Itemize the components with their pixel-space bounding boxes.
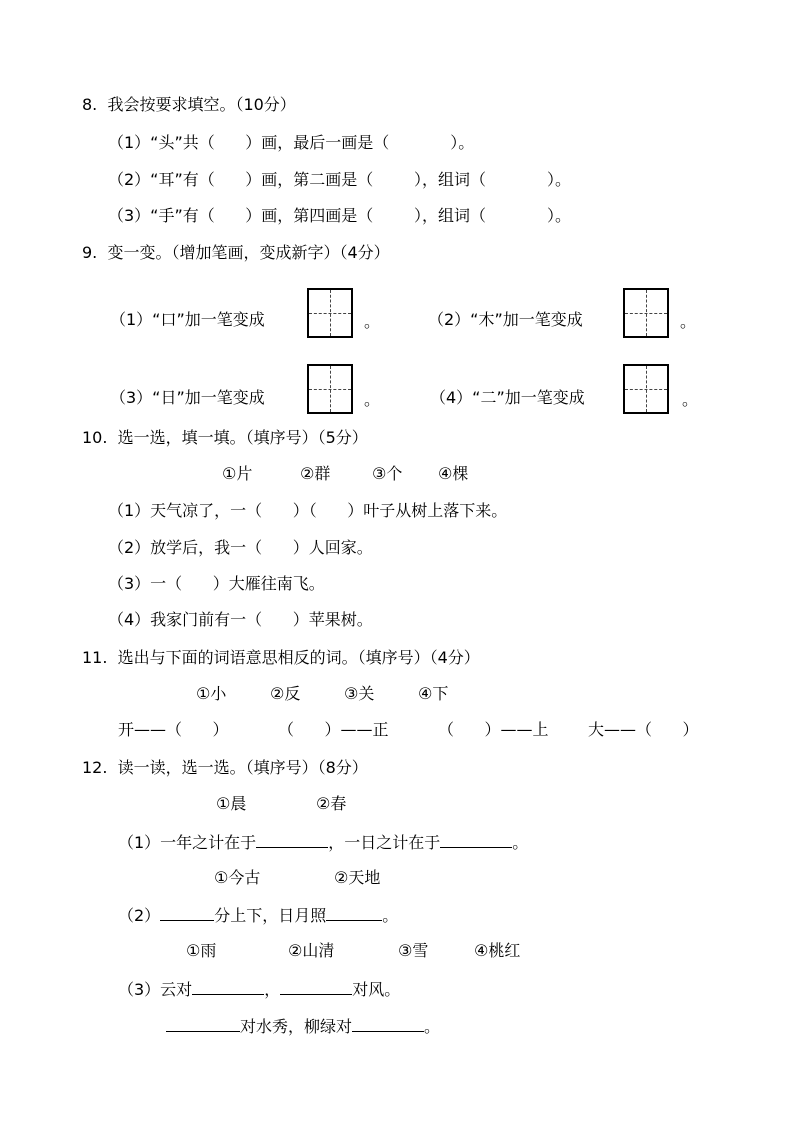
q9-item-4-end: 。 [682,390,699,409]
q11-title: 11. 选出与下面的词语意思相反的词。（填序号）（4分） [82,648,480,667]
q12-line-1: （1）一年之计在于 ，一日之计在于 。 [118,833,529,852]
q10-item-1: （1）天气凉了，一（ ）（ ）叶子从树上落下来。 [108,501,508,520]
q10-option-2: ②群 [300,464,331,483]
q10-item-4: （4）我家门前有一（ ）苹果树。 [108,610,373,629]
q12-option2-2: ②天地 [334,868,381,887]
q11-option-1: ①小 [196,684,227,703]
q9-writing-grid-1[interactable] [307,288,353,338]
q10-item-3: （3）一（ ）大雁往南飞。 [108,574,325,593]
q11-option-2: ②反 [270,684,301,703]
q12-line-4: 对水秀，柳绿对 。 [166,1015,440,1037]
q10-option-1: ①片 [222,464,253,483]
q9-writing-grid-2[interactable] [623,288,669,338]
q9-item-4-prompt: （4）“二”加一笔变成 [430,388,585,407]
q12-blank-4[interactable] [326,904,382,921]
q9-title: 9. 变一变。（增加笔画，变成新字）（4分） [82,243,390,262]
q11-pair-4: 大——（ ） [588,720,699,739]
q9-item-2-end: 。 [680,312,697,331]
q12-blank-1[interactable] [256,831,328,848]
q9-item-3-end: 。 [364,390,381,409]
q12-line-3: （3）云对 ， 对风。 [118,980,401,999]
q12-option3-1: ①雨 [186,941,217,960]
q9-item-1-end: 。 [364,312,381,331]
q11-pair-1: 开——（ ） [118,720,229,739]
q9-item-3-prompt: （3）“日”加一笔变成 [110,388,265,407]
q12-blank-8[interactable] [352,1015,424,1032]
q10-item-2: （2）放学后，我一（ ）人回家。 [108,538,373,557]
q12-title: 12. 读一读，选一选。（填序号）（8分） [82,758,368,777]
q11-pair-3: （ ）——上 [438,720,549,739]
q12-option3-4: ④桃红 [474,941,521,960]
q9-writing-grid-4[interactable] [623,364,669,414]
q12-option1-2: ②春 [316,794,347,813]
q10-option-4: ④棵 [438,464,469,483]
q12-blank-3[interactable] [160,904,214,921]
q12-option2-1: ①今古 [214,868,261,887]
q12-option3-3: ③雪 [398,941,429,960]
q12-blank-6[interactable] [280,978,352,995]
q8-item-2: （2）“耳”有（ ）画，第二画是（ ），组词（ ）。 [108,170,571,189]
q12-blank-7[interactable] [166,1015,240,1032]
q11-option-3: ③关 [344,684,375,703]
q12-line-2: （2） 分上下，日月照 。 [118,906,399,925]
q8-item-1: （1）“头”共（ ）画，最后一画是（ ）。 [108,133,475,152]
q11-option-4: ④下 [418,684,449,703]
q12-option3-2: ②山清 [288,941,335,960]
q8-item-3: （3）“手”有（ ）画，第四画是（ ），组词（ ）。 [108,206,571,225]
q8-title: 8. 我会按要求填空。（10分） [82,95,296,114]
q12-blank-2[interactable] [440,831,512,848]
q12-blank-5[interactable] [192,978,264,995]
q11-pair-2: （ ）——正 [278,720,389,739]
q10-title: 10. 选一选，填一填。（填序号）（5分） [82,428,368,447]
q9-item-2-prompt: （2）“木”加一笔变成 [428,310,583,329]
q10-option-3: ③个 [372,464,403,483]
q9-writing-grid-3[interactable] [307,364,353,414]
q12-option1-1: ①晨 [216,794,247,813]
q9-item-1-prompt: （1）“口”加一笔变成 [110,310,265,329]
